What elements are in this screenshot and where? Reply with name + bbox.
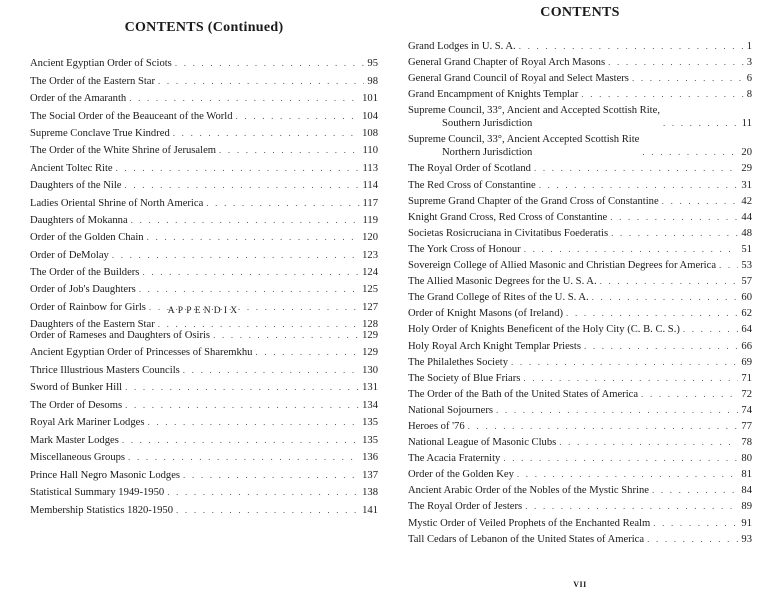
toc-entry [408,101,752,130]
leader-dots [213,329,359,342]
entry-title-text: The Order of the Builders [30,267,140,279]
leader-dots [147,416,359,429]
leader-dots [167,486,359,499]
leader-dots [566,307,738,320]
entry-title [30,92,129,105]
entry-title-text: Statistical Summary 1949-1950 [30,487,165,498]
leader-dots [610,211,738,224]
entry-title-text: Order of the Golden Chain [30,232,144,244]
toc-entry [408,513,752,529]
toc-entry [408,417,752,433]
entry-title-continuation: Northern Jurisdiction [442,147,533,159]
entry-page-number: 84 [741,485,752,497]
entry-title [30,329,213,342]
entry-title-text: Tall Cedars of Lebanon of the United States of America [408,533,645,545]
toc-entry [30,53,378,70]
entry-page-number: 29 [741,163,752,175]
entry-title-text: Grand Lodges in U. S. A. [408,41,516,53]
entry-title-text: Holy Order of Knights Beneficent of the Holy City (C. B. C. S.) [408,324,680,336]
toc-entry [30,123,378,140]
entry-title [408,372,523,385]
entry-page-number: 127 [362,301,378,313]
entry-page-number: 80 [741,453,752,465]
entry-title [30,381,125,394]
toc-entry [408,272,752,288]
entry-title [30,266,142,279]
entry-title-text: The Social Order of the Beauceant of the World [30,110,233,122]
entry-page-number: 125 [362,284,378,296]
leader-dots [584,340,738,353]
entry-title-text: Daughters of the Eastern Star [30,319,155,331]
leader-dots [663,117,739,130]
entry-title [408,162,534,175]
toc-entry [408,497,752,513]
leader-dots [125,399,359,412]
entry-title [408,323,683,336]
entry-title-text: Daughters of the Nile [30,180,122,192]
entry-title-text: Daughters of Mokanna [30,214,128,226]
entry-title-text: Sovereign College of Allied Masonic and Christian Degrees for America [408,260,717,272]
entry-page-number: 101 [362,93,378,105]
entry-title [408,452,503,465]
entry-title [408,227,611,240]
entry-title-text: Order of the Amaranth [30,93,127,105]
entry-title-text: The Order of the White Shrine of Jerusalem [30,145,217,157]
toc-entry [408,336,752,352]
toc-entry [408,465,752,481]
entry-title [408,500,525,513]
entry-page-number: 110 [362,145,378,157]
entry-title [408,259,719,272]
entry-page-number: 124 [362,267,378,279]
entry-title-text: Knight Grand Cross, Red Cross of Constantine [408,211,608,223]
entry-page-number: 31 [741,179,752,191]
toc-entry [408,401,752,417]
contents-list [30,53,378,331]
leader-dots [183,364,359,377]
entry-title-text: Ancient Egyptian Order of Princesses of Sharemkhu [30,347,253,358]
entry-title-text: Grand Encampment of Knights Templar [408,89,579,101]
entry-title-text: Supreme Conclave True Kindred [30,127,170,139]
entry-page-number: 129 [362,347,378,358]
toc-entry [30,359,378,377]
entry-title-text: The Society of Blue Friars [408,372,521,384]
entry-title [30,197,206,210]
entry-title-text: Supreme Council, 33°, Ancient and Accepted Scottish Rite, [408,105,660,117]
leader-dots [496,404,738,417]
entry-title [408,88,581,101]
leader-dots [592,291,739,304]
entry-title-text: The Acacia Fraternity [408,453,501,465]
leader-dots [517,468,739,481]
leader-dots [511,356,738,369]
toc-entry [30,429,378,447]
toc-entry [30,447,378,465]
toc-entry [408,224,752,240]
entry-title-text: Order of Rameses and Daughters of Osiris [30,329,211,341]
toc-entry [30,227,378,244]
entry-title [408,104,663,130]
entry-page-number: 66 [741,340,752,352]
leader-dots [611,227,738,240]
leader-dots [647,533,738,546]
entry-page-number: 20 [741,147,752,159]
entry-title [30,399,125,412]
entry-title [408,420,468,433]
leader-dots [581,88,743,101]
entry-title [30,75,158,88]
entry-title [30,144,219,157]
leader-dots [125,179,360,192]
toc-entry [408,481,752,497]
entry-page-number: 6 [746,73,752,85]
entry-title-text: The Order of the Bath of the United States of America [408,388,639,400]
entry-title-text: National Sojourners [408,404,494,416]
leader-dots [255,346,359,359]
entry-title-text: Thrice Illustrious Masters Councils [30,364,180,376]
entry-title [30,486,167,499]
entry-page-number: 77 [741,420,752,432]
leader-dots [652,484,738,497]
entry-title [30,231,147,244]
leader-dots [183,469,359,482]
entry-title [30,249,112,262]
entry-title-text: Ancient Toltec Rite [30,162,113,174]
entry-page-number: 1 [746,41,752,53]
entry-page-number: 53 [741,260,752,272]
page-title: CONTENTS [540,5,620,20]
entry-title-text: Mystic Order of Veiled Prophets of the Enchanted Realm [408,517,651,529]
appendix-heading: APPENDIX [167,306,241,316]
toc-entry [30,482,378,500]
entry-page-number: 72 [741,388,752,400]
entry-page-number: 117 [362,197,378,209]
entry-page-number: 104 [362,110,378,122]
entry-page-number: 71 [741,372,752,384]
entry-page-number: 89 [741,501,752,513]
leader-dots [236,110,360,123]
toc-entry [408,130,752,159]
entry-title-text: Membership Statistics 1820-1950 [30,504,174,516]
toc-entry [408,369,752,385]
entry-title [408,388,641,401]
leader-dots [219,144,359,157]
leader-dots [173,127,359,140]
entry-title-text: The Red Cross of Constantine [408,179,536,191]
toc-entry [30,244,378,261]
leader-dots [125,381,359,394]
toc-entry [408,288,752,304]
entry-title [30,451,128,464]
leader-dots [600,275,739,288]
toc-entry [408,175,752,191]
entry-title [30,214,131,227]
page-folio: VII [573,580,587,589]
entry-title-text: Order of Job's Daughters [30,284,136,296]
leader-dots [524,243,739,256]
entry-page-number: 113 [362,162,378,174]
leader-dots [642,146,738,159]
toc-entry [30,464,378,482]
entry-title [408,40,519,53]
entry-page-number: 44 [741,211,752,223]
leader-dots [641,388,738,401]
entry-title-text: The Order of the Eastern Star [30,75,156,87]
toc-entry [408,240,752,256]
entry-title-text: The Royal Order of Jesters [408,501,523,513]
entry-page-number: 69 [741,356,752,368]
toc-entry [408,53,752,69]
entry-page-number: 3 [746,57,752,69]
leader-dots [176,504,359,517]
entry-page-number: 135 [362,434,378,446]
entry-title [408,307,566,320]
leader-dots [683,323,739,336]
entry-title [408,243,524,256]
toc-entry [30,262,378,279]
toc-entry [408,304,752,320]
entry-title [30,434,122,447]
toc-entry [30,394,378,412]
toc-entry [30,279,378,296]
entry-page-number: 123 [362,249,378,261]
toc-entry [408,256,752,272]
leader-dots [519,40,744,53]
entry-page-number: 57 [741,276,752,288]
leader-dots [662,195,739,208]
entry-title-text: General Grand Chapter of Royal Arch Masons [408,57,606,69]
entry-title-text: The Royal Order of Scotland [408,163,531,175]
leader-dots [608,56,744,69]
entry-page-number: 11 [741,118,752,130]
leader-dots [523,372,738,385]
entry-page-number: 74 [741,404,752,416]
entry-title [408,517,653,530]
entry-page-number: 137 [362,469,378,481]
toc-entry [408,85,752,101]
leader-dots [129,92,359,105]
toc-entry [408,69,752,85]
entry-title [30,57,175,70]
toc-entry [30,70,378,87]
entry-title [408,133,642,159]
entry-title-text: Heroes of '76 [408,420,465,432]
entry-title-text: Order of Knight Masons (of Ireland) [408,308,564,320]
toc-entry [30,377,378,395]
entry-title-text: Ancient Egyptian Order of Sciots [30,58,172,70]
entry-page-number: 51 [741,243,752,255]
entry-title-text: Ancient Arabic Order of the Nobles of the Mystic Shrine [408,485,649,497]
toc-entry [408,530,752,546]
toc-entry [408,37,752,53]
leader-dots [116,162,360,175]
leader-dots [112,249,359,262]
leader-dots [139,283,359,296]
entry-title [408,436,559,449]
entry-title [408,72,632,85]
toc-entry [30,157,378,174]
leader-dots [653,517,738,530]
entry-title-text: The Allied Masonic Degrees for the U. S. A. [408,276,597,288]
toc-entry [30,342,378,360]
leader-dots [206,197,359,210]
entry-page-number: 81 [741,469,752,481]
entry-title-text: The York Cross of Honour [408,243,521,255]
toc-entry [30,105,378,122]
toc-entry [30,175,378,192]
entry-page-number: 60 [741,292,752,304]
appendix-list [30,324,378,517]
entry-title-text: The Philalethes Society [408,356,509,368]
entry-title [408,533,647,546]
entry-page-number: 136 [362,452,378,463]
leader-dots [525,500,738,513]
entry-page-number: 95 [367,58,378,70]
entry-page-number: 120 [362,232,378,244]
leader-dots [534,162,738,175]
entry-title [408,404,496,417]
leader-dots [175,57,365,70]
entry-page-number: 141 [362,504,378,516]
entry-page-number: 138 [362,487,378,498]
entry-page-number: 114 [362,180,378,192]
leader-dots [147,231,360,244]
leader-dots [158,75,364,88]
entry-title [408,291,592,304]
entry-title-text: Order of the Golden Key [408,469,514,481]
entry-title [30,179,125,192]
toc-entry [30,140,378,157]
entry-title [30,162,116,175]
entry-title [408,211,610,224]
leader-dots [559,436,738,449]
entry-page-number: 130 [362,364,378,376]
entry-title [30,346,255,359]
entry-title-text: Order of Rainbow for Girls [30,301,146,313]
entry-title-text: Supreme Grand Chapter of the Grand Cross of Constantine [408,195,659,207]
entry-page-number: 78 [741,437,752,449]
toc-entry [408,385,752,401]
toc-entry [408,320,752,336]
entry-title [30,364,183,377]
page-title: CONTENTS (Continued) [124,20,284,35]
entry-page-number: 134 [362,399,378,411]
toc-entry [408,192,752,208]
entry-title-text: Royal Ark Mariner Lodges [30,417,145,428]
entry-title-text: Sword of Bunker Hill [30,382,123,393]
entry-title-text: The Order of Desoms [30,399,123,411]
leader-dots [468,420,739,433]
entry-page-number: 91 [741,517,752,529]
leader-dots [719,259,738,272]
entry-title [30,504,176,517]
entry-title-text: National League of Masonic Clubs [408,437,557,449]
entry-title [408,179,539,192]
entry-title-continuation: Southern Jurisdiction [442,118,533,130]
toc-entry [30,210,378,227]
toc-entry [30,499,378,517]
toc-entry [408,433,752,449]
entry-title [408,275,600,288]
leader-dots [122,434,359,447]
entry-page-number: 108 [362,127,378,139]
contents-list [408,37,752,546]
entry-title [30,469,183,482]
leader-dots [131,214,360,227]
entry-page-number: 42 [741,195,752,207]
entry-title-text: Prince Hall Negro Masonic Lodges [30,469,181,481]
entry-title [30,416,147,429]
entry-page-number: 8 [746,89,752,101]
entry-title-text: Ladies Oriental Shrine of North America [30,197,204,209]
entry-page-number: 131 [362,382,378,393]
toc-entry [30,412,378,430]
entry-title [30,127,173,140]
entry-title [30,283,139,296]
entry-title-text: Mark Master Lodges [30,434,119,446]
toc-entry [30,88,378,105]
entry-title-text: Supreme Council, 33°, Ancient Accepted Scottish Rite [408,134,640,146]
entry-page-number: 129 [362,329,378,341]
entry-page-number: 93 [741,533,752,545]
toc-entry [408,208,752,224]
toc-entry [408,449,752,465]
entry-title [408,484,652,497]
toc-entry [408,159,752,175]
entry-title [408,340,584,353]
entry-page-number: 135 [362,417,378,428]
entry-title [30,110,236,123]
entry-title [408,356,511,369]
leader-dots [142,266,359,279]
entry-title-text: Societas Rosicruciana in Civitatibus Foederatis [408,227,609,239]
entry-page-number: 128 [362,319,378,331]
leader-dots [128,451,359,464]
entry-title [408,195,662,208]
entry-title [408,468,517,481]
entry-title-text: General Grand Council of Royal and Select Masters [408,73,629,85]
entry-page-number: 62 [741,308,752,320]
toc-entry [30,192,378,209]
leader-dots [632,72,744,85]
toc-entry [30,324,378,342]
entry-page-number: 98 [367,75,378,87]
entry-title-text: The Grand College of Rites of the U. S. A. [408,292,589,304]
entry-title-text: Miscellaneous Groups [30,452,126,463]
entry-page-number: 48 [741,227,752,239]
leader-dots [539,179,739,192]
toc-entry [408,353,752,369]
entry-title-text: Order of DeMolay [30,249,109,261]
entry-page-number: 119 [362,214,378,226]
entry-title-text: Holy Royal Arch Knight Templar Priests [408,340,581,352]
entry-title [408,56,608,69]
entry-page-number: 64 [741,324,752,336]
leader-dots [503,452,738,465]
